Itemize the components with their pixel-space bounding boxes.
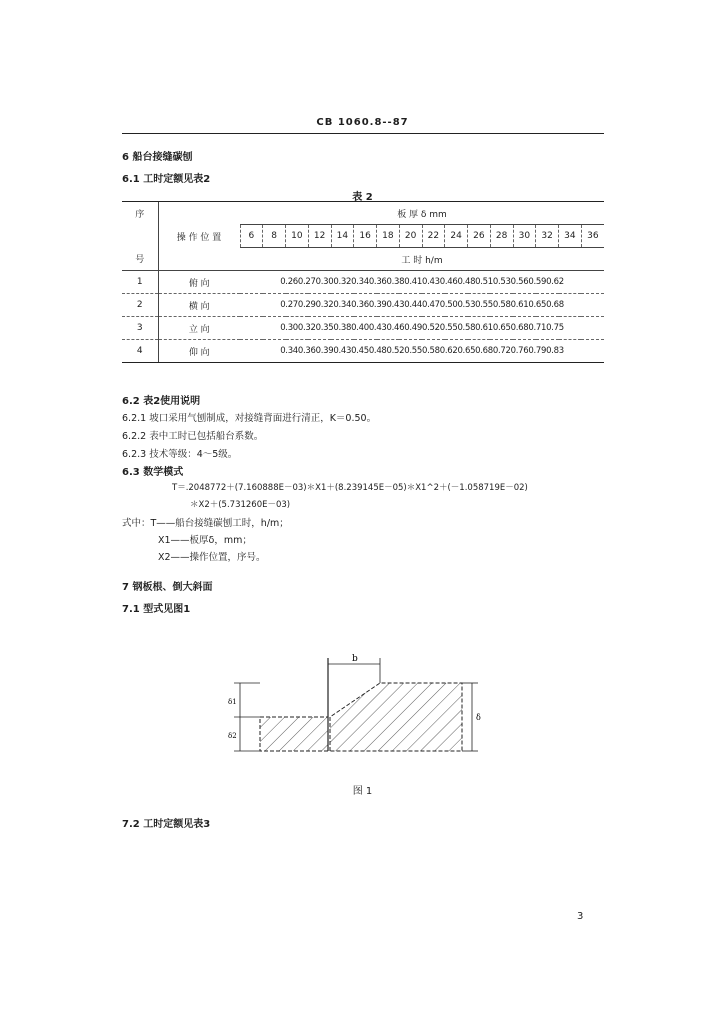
dim-label-b: b xyxy=(352,654,358,664)
thickness-value: 18 xyxy=(377,225,400,248)
formula-legend-t: 式中：T——船台接缝碳刨工时，h/m； xyxy=(122,518,289,529)
formula-line-2: ＊X2＋(5.731260E－03) xyxy=(190,500,291,510)
right-plate-bevel xyxy=(330,683,462,751)
header-rule xyxy=(122,133,604,134)
row-seq: 4 xyxy=(122,340,158,363)
section-6-2-heading: 6.2 表2使用说明 xyxy=(122,396,201,407)
thickness-value: 30 xyxy=(513,225,536,248)
table-2-caption: 表 2 xyxy=(352,192,373,203)
row-seq: 3 xyxy=(122,317,158,340)
clause-6-2-3: 6.2.3 技术等级：4～5级。 xyxy=(122,449,238,460)
section-6-1-heading: 6.1 工时定额见表2 xyxy=(122,174,211,185)
thickness-value: 22 xyxy=(422,225,445,248)
dim-label-delta2: δ2 xyxy=(228,732,237,740)
formula-legend-x1: X1——板厚δ，mm； xyxy=(158,535,252,546)
formula-line-1: T＝.2048772＋(7.160888E－03)＊X1＋(8.239145E－05)＊X1^2＋(－1.058719E－02) xyxy=(172,483,528,493)
thickness-value: 6 xyxy=(240,225,263,248)
dim-label-delta1: δ1 xyxy=(228,698,237,706)
section-7-1-heading: 7.1 型式见图1 xyxy=(122,604,191,615)
thickness-value: 20 xyxy=(399,225,422,248)
row-seq: 2 xyxy=(122,294,158,317)
formula-legend-x2: X2——操作位置，序号。 xyxy=(158,552,266,563)
left-plate xyxy=(260,717,328,751)
section-7-2-heading: 7.2 工时定额见表3 xyxy=(122,819,211,830)
thickness-value: 8 xyxy=(263,225,286,248)
thickness-value: 34 xyxy=(559,225,582,248)
page-number: 3 xyxy=(577,911,584,922)
operation-position-header: 操 作 位 置 xyxy=(158,225,240,248)
thickness-value: 26 xyxy=(468,225,491,248)
clause-6-2-2: 6.2.2 表中工时已包括船台系数。 xyxy=(122,431,264,442)
thickness-value: 12 xyxy=(308,225,331,248)
row-operation: 仰 向 xyxy=(158,340,240,363)
row-operation: 俯 向 xyxy=(158,271,240,294)
row-values: 0.260.270.300.320.340.360.380.410.430.460.480.510.530.560.590.62 xyxy=(240,271,604,294)
seq-header-bottom: 号 xyxy=(122,248,158,271)
work-hour-table xyxy=(122,201,604,363)
bevel-figure xyxy=(210,650,500,770)
document-code-header: CB 1060.8--87 xyxy=(316,117,409,128)
thickness-value: 36 xyxy=(581,225,604,248)
figure-1-caption: 图 1 xyxy=(352,786,373,797)
dim-label-delta: δ xyxy=(476,713,481,722)
section-6-title: 6 船台接缝碳刨 xyxy=(122,152,193,163)
thickness-value: 14 xyxy=(331,225,354,248)
row-values: 0.300.320.350.380.400.430.460.490.520.550.580.610.650.680.710.75 xyxy=(240,317,604,340)
work-hour-unit-header: 工 时 h/m xyxy=(240,248,604,271)
thickness-header: 板 厚 δ mm xyxy=(240,202,604,225)
section-6-3-heading: 6.3 数学模式 xyxy=(122,467,184,478)
row-values: 0.340.360.390.430.450.480.520.550.580.620.650.680.720.760.790.83 xyxy=(240,340,604,363)
row-operation: 立 向 xyxy=(158,317,240,340)
row-operation: 横 向 xyxy=(158,294,240,317)
clause-6-2-1: 6.2.1 坡口采用气刨制成，对接缝背面进行清正，K＝0.50。 xyxy=(122,413,377,424)
thickness-value: 32 xyxy=(536,225,559,248)
thickness-value: 28 xyxy=(490,225,513,248)
section-7-title: 7 钢板根、倒大斜面 xyxy=(122,582,213,593)
row-values: 0.270.290.320.340.360.390.430.440.470.500.530.550.580.610.650.68 xyxy=(240,294,604,317)
seq-header-top: 序 xyxy=(122,202,158,225)
row-seq: 1 xyxy=(122,271,158,294)
thickness-value: 10 xyxy=(286,225,309,248)
thickness-value: 16 xyxy=(354,225,377,248)
thickness-value: 24 xyxy=(445,225,468,248)
